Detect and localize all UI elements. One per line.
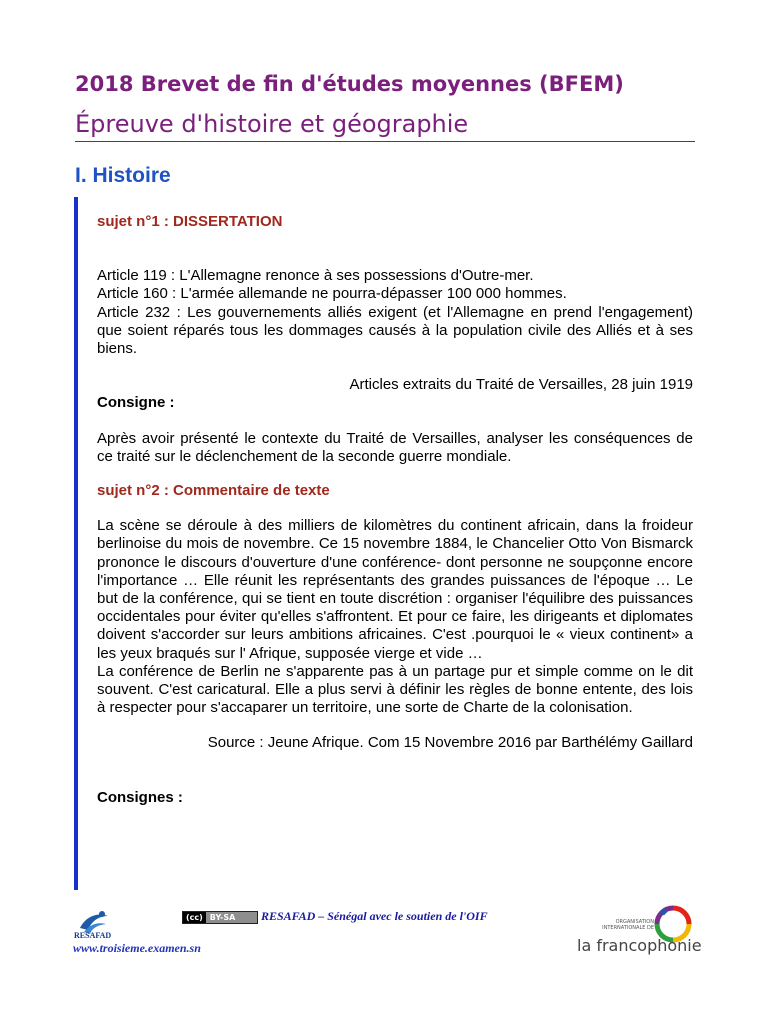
consignes-label: Consignes :	[97, 788, 183, 806]
section-left-bar	[74, 197, 78, 890]
document-title: 2018 Brevet de fin d'études moyennes (BFEM)	[75, 72, 624, 96]
title-divider	[75, 141, 695, 142]
footer-website-link[interactable]: www.troisieme.examen.sn	[73, 941, 201, 955]
section-content	[97, 213, 693, 807]
francophonie-org-label: ORGANISATION INTERNATIONALE DE	[602, 919, 654, 931]
article-232: Article 232 : Les gouvernements alliés exigent (et l'Allemagne en prend l'engagement) que soient réparés tous les dommages causés à la population civile des Alliés et à ses biens.	[97, 303, 693, 358]
subject2-heading: sujet n°2 : Commentaire de texte	[97, 482, 330, 500]
document-subtitle: Épreuve d'histoire et géographie	[75, 110, 469, 138]
cc-license-badge	[182, 911, 258, 924]
francophonie-name: la francophonie	[577, 936, 702, 955]
cc-license-type: BY-SA	[209, 913, 236, 922]
consigne-label: Consigne :	[97, 394, 175, 412]
subject2-paragraph-1: La scène se déroule à des milliers de kilomètres du continent africain, dans la froideur berlinoise du mois de novembre. Ce 15 novembre 1884, le Chancelier Otto Von Bismarck prononce le discours d'ouverture d'une conférence- dont personne ne soupçonne encore l'importance … Elle réunit les représentants des grandes puissances de l'époque … Le but de la conférence, qui se tient en toute discrétion : organiser l'équilibre des puissances occidentales pour éviter qu'elles s'affrontent. Et pour ce faire, les dirigeants et diplomates doivent s'accorder sur leurs ambitions africaines. C'est .pourquoi le « vieux continent» a les yeux braqués sur l' Afrique, supposée vierge et vide …	[97, 517, 693, 662]
subject2-source: Source : Jeune Afrique. Com 15 Novembre 2016 par Barthélémy Gaillard	[207, 734, 693, 752]
subject1-source: Articles extraits du Traité de Versailles, 28 juin 1919	[349, 376, 693, 394]
subject2-paragraph-2: La conférence de Berlin ne s'apparente pas à un partage pur et simple comme on le dit souvent. C'est caricatural. Elle a plus servi à définir les règles de bonne entente, des lois à respecter pour s'accaparer un territoire, une sorte de Charte de la colonisation.	[97, 662, 693, 717]
article-160: Article 160 : L'armée allemande ne pourra-dépasser 100 000 hommes.	[97, 285, 567, 303]
article-119: Article 119 : L'Allemagne renonce à ses possessions d'Outre-mer.	[97, 267, 534, 285]
consigne-text: Après avoir présenté le contexte du Traité de Versailles, analyser les conséquences de ce traité sur le déclenchement de la seconde guerre mondiale.	[97, 429, 693, 465]
resafad-label: RESAFAD	[74, 931, 112, 940]
subject1-heading: sujet n°1 : DISSERTATION	[97, 213, 283, 230]
cc-icon: (cc)	[183, 912, 206, 923]
footer-credit: RESAFAD – Sénégal avec le soutien de l'OIF	[261, 909, 488, 923]
section-heading-histoire: I. Histoire	[75, 164, 171, 187]
